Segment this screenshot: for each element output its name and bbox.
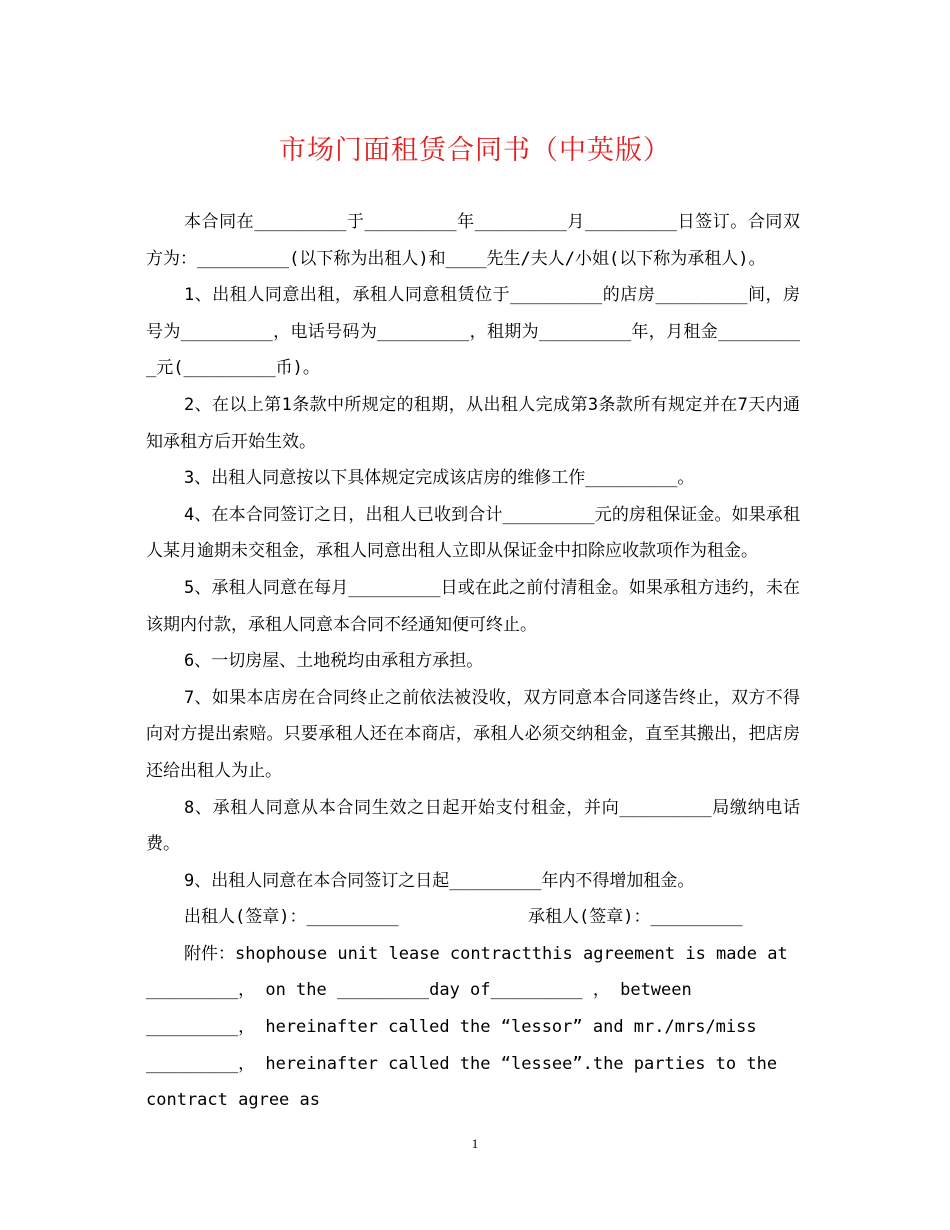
paragraph-clause-4: 4、在本合同签订之日，出租人已收到合计_________元的房租保证金。如果承租人某月逾期未交租金，承租人同意出租人立即从保证金中扣除应收款项作为租金。 [146,504,800,562]
paragraph-clause-5: 5、承租人同意在每月_________日或在此之前付清租金。如果承租方违约，未在该期内付款，承租人同意本合同不经通知便可终止。 [146,577,800,635]
paragraph-clause-1: 1、出租人同意出租，承租人同意租赁位于_________的店房_________间，房号为_________，电话号码为_________，租期为_________年，月租金_________元(_________币)。 [146,285,800,379]
lessor-signature: 出租人(签章)：_________ [184,907,399,928]
document-title: 市场门面租赁合同书（中英版） [279,135,671,166]
document-body [146,204,800,1119]
paragraph-clause-2: 2、在以上第1条款中所规定的租期，从出租人完成第3条款所有规定并在7天内通知承租方后开始生效。 [146,394,800,452]
paragraph-preamble: 本合同在_________于_________年_________月_________日签订。合同双方为：_________(以下称为出租人)和____先生/夫人/小姐(以下称为承租人)。 [146,212,800,269]
paragraph-clause-6: 6、一切房屋、土地税均由承租方承担。 [184,651,484,672]
appendix-paragraph: 附件：shophouse unit lease contractthis agreement is made at _________， on the _________day of_________ ， between _________， hereinafter called the “lessor” and mr./mrs/miss _________， hereinafter called the “lessee”.the parties to the contract agree as [146,943,788,1111]
paragraph-clause-8: 8、承租人同意从本合同生效之日起开始支付租金，并向_________局缴纳电话费。 [146,797,800,855]
paragraph-clause-3: 3、出租人同意按以下具体规定完成该店房的维修工作_________。 [184,468,695,489]
paragraph-clause-9: 9、出租人同意在本合同签订之日起_________年内不得增加租金。 [184,870,695,891]
lessee-signature: 承租人(签章)：_________ [528,907,743,928]
page-number: 1 [471,1136,479,1151]
paragraph-clause-7: 7、如果本店房在合同终止之前依法被没收，双方同意本合同遂告终止，双方不得向对方提出索赔。只要承租人还在本商店，承租人必须交纳租金，直至其搬出，把店房还给出租人为止。 [146,687,800,781]
signature-line [146,899,800,936]
